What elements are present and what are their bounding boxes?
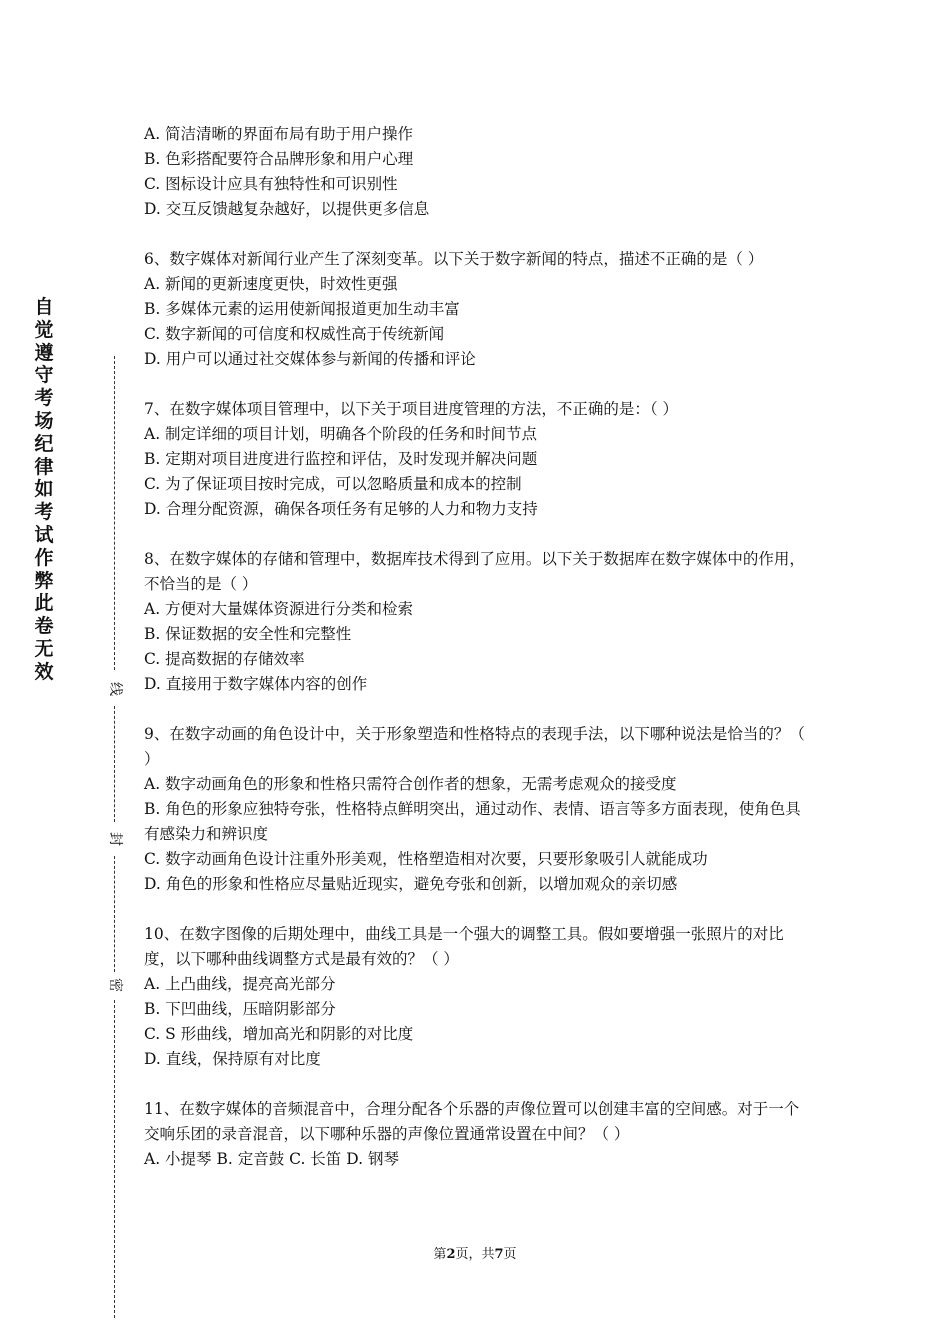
option-c: C. 数字新闻的可信度和权威性高于传统新闻 xyxy=(144,325,445,343)
question-11 xyxy=(144,1097,810,1172)
option-b: B. 多媒体元素的运用使新闻报道更加生动丰富 xyxy=(144,300,460,318)
option-a: A. 简洁清晰的界面布局有助于用户操作 xyxy=(144,125,414,143)
option-c: C. 数字动画角色设计注重外形美观，性格塑造相对次要，只要形象吸引人就能成功 xyxy=(144,850,708,868)
option-b: B. 色彩搭配要符合品牌形象和用户心理 xyxy=(144,150,414,168)
question-stem: 9、在数字动画的角色设计中，关于形象塑造和性格特点的表现手法，以下哪种说法是恰当的？（ ） xyxy=(144,725,805,768)
question-stem: 7、在数字媒体项目管理中，以下关于项目进度管理的方法，不正确的是：（ ） xyxy=(144,400,679,418)
option-b: B. 角色的形象应独特夸张，性格特点鲜明突出，通过动作、表情、语言等多方面表现，使角色具有感染力和辨识度 xyxy=(144,800,801,843)
option-b: B. 下凹曲线，压暗阴影部分 xyxy=(144,1000,336,1018)
option-c: C. 图标设计应具有独特性和可识别性 xyxy=(144,175,398,193)
footer-prefix: 第 xyxy=(433,1247,447,1262)
question-stem: 8、在数字媒体的存储和管理中，数据库技术得到了应用。以下关于数据库在数字媒体中的作用，不恰当的是（ ） xyxy=(144,550,805,593)
binding-label-seal: 封 xyxy=(107,832,123,846)
option-d: D. 角色的形象和性格应尽量贴近现实，避免夸张和创新，以增加观众的亲切感 xyxy=(144,875,678,893)
binding-dashed-line xyxy=(114,856,115,972)
question-stem: 10、在数字图像的后期处理中，曲线工具是一个强大的调整工具。假如要增强一张照片的对比度，以下哪种曲线调整方式是最有效的？（ ） xyxy=(144,925,784,968)
question-5-options xyxy=(144,122,810,222)
footer-middle: 页，共 xyxy=(455,1247,495,1262)
option-b: B. 保证数据的安全性和完整性 xyxy=(144,625,352,643)
option-c: C. 为了保证项目按时完成，可以忽略质量和成本的控制 xyxy=(144,475,522,493)
exam-discipline-warning: 自觉遵守考场纪律如考试作弊此卷无效 xyxy=(34,296,54,683)
total-pages-number: 7 xyxy=(494,1247,504,1262)
option-d: D. 交互反馈越复杂越好，以提供更多信息 xyxy=(144,200,430,218)
option-a: A. 数字动画角色的形象和性格只需符合创作者的想象，无需考虑观众的接受度 xyxy=(144,775,677,793)
question-stem: 6、数字媒体对新闻行业产生了深刻变革。以下关于数字新闻的特点，描述不正确的是（ ） xyxy=(144,250,764,268)
option-d: D. 直线，保持原有对比度 xyxy=(144,1050,321,1068)
option-c: C. S 形曲线，增加高光和阴影的对比度 xyxy=(144,1025,414,1043)
binding-label-line: 线 xyxy=(107,682,123,696)
question-7 xyxy=(144,397,810,522)
option-d: D. 直接用于数字媒体内容的创作 xyxy=(144,675,368,693)
option-a: A. 制定详细的项目计划，明确各个阶段的任务和时间节点 xyxy=(144,425,538,443)
binding-dashed-line xyxy=(114,1000,115,1318)
page-footer xyxy=(0,1246,950,1264)
option-d: D. 用户可以通过社交媒体参与新闻的传播和评论 xyxy=(144,350,476,368)
options-inline: A. 小提琴 B. 定音鼓 C. 长笛 D. 钢琴 xyxy=(144,1150,399,1168)
option-b: B. 定期对项目进度进行监控和评估，及时发现并解决问题 xyxy=(144,450,538,468)
binding-dashed-line xyxy=(114,706,115,822)
current-page-number: 2 xyxy=(446,1247,456,1262)
binding-label-secret: 密 xyxy=(107,978,123,992)
option-d: D. 合理分配资源，确保各项任务有足够的人力和物力支持 xyxy=(144,500,538,518)
option-a: A. 方便对大量媒体资源进行分类和检索 xyxy=(144,600,414,618)
option-a: A. 新闻的更新速度更快，时效性更强 xyxy=(144,275,398,293)
question-8 xyxy=(144,547,810,697)
question-6 xyxy=(144,247,810,372)
question-10 xyxy=(144,922,810,1072)
question-list xyxy=(144,122,810,1197)
binding-dashed-line xyxy=(114,356,115,670)
question-9 xyxy=(144,722,810,897)
option-c: C. 提高数据的存储效率 xyxy=(144,650,305,668)
option-a: A. 上凸曲线，提亮高光部分 xyxy=(144,975,336,993)
question-stem: 11、在数字媒体的音频混音中，合理分配各个乐器的声像位置可以创建丰富的空间感。对于一个交响乐团的录音混音，以下哪种乐器的声像位置通常设置在中间？（ ） xyxy=(144,1100,800,1143)
footer-suffix: 页 xyxy=(503,1247,517,1262)
